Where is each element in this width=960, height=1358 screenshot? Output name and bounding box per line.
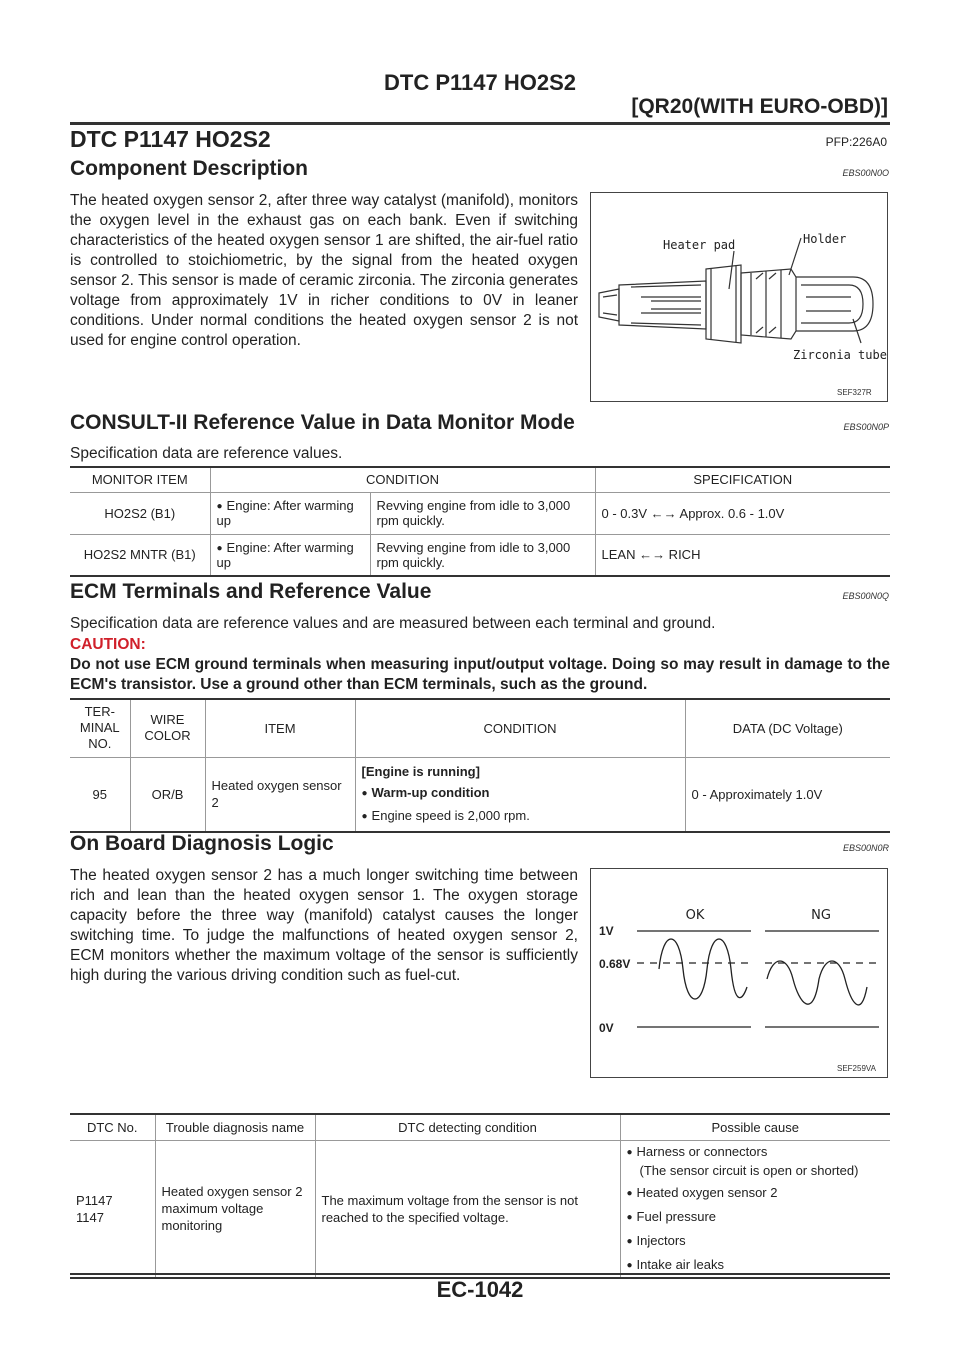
col-wire-color: WIRE COLOR — [130, 699, 205, 757]
header-subtitle: [QR20(WITH EURO-OBD)] — [631, 95, 888, 118]
col-terminal: TER- MINAL NO. — [70, 699, 130, 757]
col-specification: SPECIFICATION — [595, 467, 890, 492]
pfp-code: PFP:226A0 — [825, 135, 887, 149]
header-title: DTC P1147 HO2S2 — [384, 70, 576, 95]
consult-code: EBS00N0P — [843, 422, 889, 432]
caution-text: Do not use ECM ground terminals when measuring input/output voltage. Doing so may result in damage to the ECM's transistor. Use a ground other than ECM terminals, such as the ground. — [70, 656, 890, 693]
col-condition: CONDITION — [355, 699, 685, 757]
label-068v: 0.68V — [599, 957, 631, 971]
table-row: HO2S2 MNTR (B1) ● Engine: After warming up Revving engine from idle to 3,000 rpm quickly. LEAN ←→ RICH — [70, 534, 890, 576]
figure-caption: SEF259VA — [837, 1064, 876, 1073]
col-item: ITEM — [205, 699, 355, 757]
component-text: The heated oxygen sensor 2, after three way catalyst (manifold), monitors the oxygen level in the exhaust gas on each bank. Even if switching characteristics of the heated oxygen sensor 1 are shifted, the air-fuel ratio is controlled to stoichiometric, by the signal from the heated oxygen sensor 2. This sensor is made of ceramic zirconia. The zirconia generates voltage from approximately 1V in richer conditions to 0V in leaner conditions. Under normal conditions the heated oxygen sensor 2 is not used for engine control operation. — [70, 192, 579, 349]
col-condition: CONDITION — [210, 467, 595, 492]
col-data: DATA (DC Voltage) — [685, 699, 890, 757]
table-row: 95 OR/B Heated oxygen sensor 2 [Engine is running] ● Warm-up condition ● Engine speed is 2,000 rpm. 0 - Approximately 1.0V — [70, 757, 890, 832]
footer-rule — [70, 1273, 890, 1275]
col-monitor-item: MONITOR ITEM — [70, 467, 210, 492]
label-1v: 1V — [599, 924, 614, 938]
consult-table — [70, 466, 890, 577]
figure-caption: SEF327R — [837, 388, 872, 397]
consult-intro: Specification data are reference values. — [70, 445, 343, 462]
col-trouble-name: Trouble diagnosis name — [155, 1114, 315, 1140]
label-0v: 0V — [599, 1021, 614, 1035]
label-heater-pad: Heater pad — [663, 238, 736, 252]
dtc-table — [70, 1113, 890, 1279]
ecm-code: EBS00N0Q — [842, 591, 889, 601]
component-title: Component Description — [70, 157, 309, 180]
sensor-drawing — [591, 193, 887, 401]
ok-ng-drawing — [591, 869, 887, 1077]
ecm-table — [70, 698, 890, 833]
obd-code: EBS00N0R — [842, 843, 889, 853]
ecm-intro: Specification data are reference values and are measured between each terminal and ground. — [70, 615, 716, 632]
table-row: HO2S2 (B1) ● Engine: After warming up Revving engine from idle to 3,000 rpm quickly. 0 - 0.3V ←→ Approx. 0.6 - 1.0V — [70, 492, 890, 534]
col-detecting-condition: DTC detecting condition — [315, 1114, 620, 1140]
col-possible-cause: Possible cause — [620, 1114, 890, 1140]
ok-ng-figure — [590, 868, 888, 1078]
label-ng: NG — [811, 908, 831, 923]
component-code: EBS00N0O — [842, 168, 889, 178]
label-holder: Holder — [803, 232, 847, 246]
ecm-title: ECM Terminals and Reference Value — [70, 580, 432, 603]
caution-label: CAUTION: — [70, 636, 146, 653]
col-dtc-no: DTC No. — [70, 1114, 155, 1140]
obd-title: On Board Diagnosis Logic — [70, 832, 334, 855]
label-zirconia-tube: Zirconia tube — [793, 348, 887, 362]
page-number: EC-1042 — [436, 1277, 524, 1302]
obd-text: The heated oxygen sensor 2 has a much longer switching time between rich and lean than the heated oxygen sensor 1. The oxygen storage capacity before the three way (manifold) catalyst causes the longer switching time. To judge the malfunctions of heated oxygen sensor 2, ECM monitors whether the maximum voltage of the sensor is sufficiently high during the various driving condition such as fuel-cut. — [70, 867, 578, 984]
sensor-figure — [590, 192, 888, 402]
page-title: DTC P1147 HO2S2 — [70, 126, 271, 152]
consult-title: CONSULT-II Reference Value in Data Monitor Mode — [70, 411, 575, 434]
table-row: P1147 1147 Heated oxygen sensor 2 maximum voltage monitoring The maximum voltage from the sensor is not reached to the specified voltage. ● Harness or connectors (The sensor circuit is open or shorted) ● Heated oxygen sensor 2 ● Fuel pressure ● Injectors ● Intake air leaks — [70, 1140, 890, 1278]
header-rule — [70, 122, 890, 125]
label-ok: OK — [685, 908, 705, 923]
